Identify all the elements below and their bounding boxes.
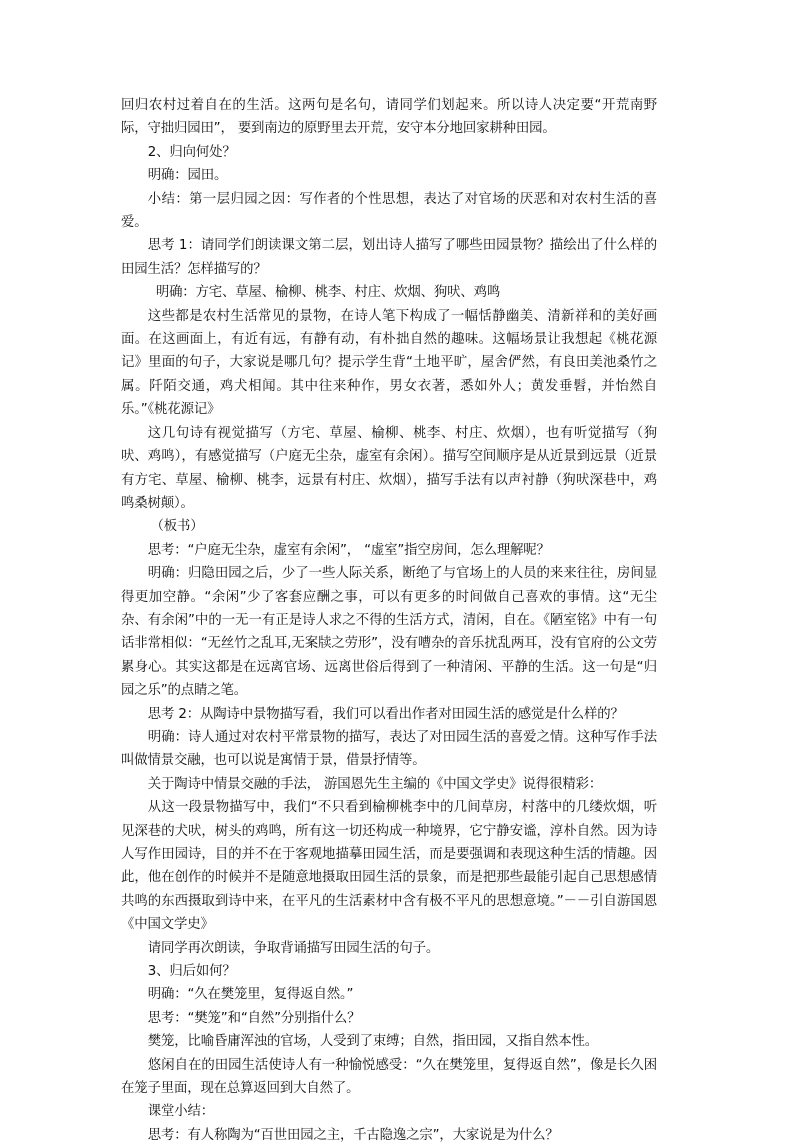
question-final: 思考：有人称陶为“百世田园之主，千古隐逸之宗”，大家说是为什么？ xyxy=(147,1127,559,1143)
question-xushi: 思考：“户庭无尘杂，虚室有余闲”， “虚室”指空房间，怎么理解呢？ xyxy=(147,542,550,558)
answer-xushi: 明确：归隐田园之后，少了一些人际关系，断绝了与官场上的人员的来来往往，房间显得更加空静。“余闲”少了客套应酬之事，可以有更多的时间做自己喜欢的事情。这“无尘杂、有余闲”中的一无一有正是诗人求之不得的生活方式，清闲，自在。《陋室铭》中有一句话非常相似：“无丝竹之乱耳,无案牍之劳形”，没有嘈杂的音乐扰乱两耳，没有官府的公文劳累身心。其实这都是在远离官场、远离世俗后得到了一种清闲、平静的生活。这一句是“归园之乐”的点睛之笔。 xyxy=(121,566,657,699)
paragraph-literary-history-intro: 关于陶诗中情景交融的手法， 游国恩先生主编的《中国文学史》说得很精彩： xyxy=(147,776,603,792)
answer-question-2: 明确：诗人通过对农村平常景物的描写，表达了对田园生活的喜爱之情。这种写作手法叫做情景交融，也可以说是寓情于景，借景抒情等。 xyxy=(121,729,657,769)
answer-2: 明确：园田。 xyxy=(147,168,228,184)
question-fanlong: 思考：“樊笼”和“自然”分别指什么？ xyxy=(147,1010,361,1026)
section-heading-3: 3、归后如何？ xyxy=(147,964,236,980)
paragraph-continuation: 回归农村过着自在的生活。这两句是名句，请同学们划起来。所以诗人决定要“开荒南野际，守拙归园田”， 要到南边的原野里去开荒，安守本分地回家耕种田园。 xyxy=(121,98,657,137)
paragraph-description-methods: 这几句诗有视觉描写（方宅、草屋、榆柳、桃李、村庄、炊烟），也有听觉描写（狗吠、鸡鸣），有感觉描写（户庭无尘杂，虚室有余闲）。描写空间顺序是从近景到远景（近景有方宅、草屋、榆柳、桃李，远景有村庄、炊烟），描写手法有以声衬静（狗吠深巷中，鸡鸣桑树颠）。 xyxy=(121,425,657,511)
paragraph-pastoral-life: 悠闲自在的田园生活使诗人有一种愉悦感受：“久在樊笼里，复得返自然”，像是长久困在笼子里面，现在总算返回到大自然了。 xyxy=(121,1057,657,1097)
document-page xyxy=(121,94,657,1147)
answer-scenery-list: 明确：方宅、草屋、榆柳、桃李、村庄、炊烟、狗吠、鸡鸣 xyxy=(155,285,501,301)
paragraph-recite: 请同学再次朗读，争取背诵描写田园生活的句子。 xyxy=(147,940,440,956)
question-1: 思考 1：请同学们朗读课文第二层，划出诗人描写了哪些田园景物？描绘出了什么样的田园生活？怎样描写的？ xyxy=(121,238,657,277)
answer-3: 明确：“久在樊笼里，复得返自然。” xyxy=(147,987,354,1003)
summary-layer-1: 小结：第一层归园之因：写作者的个性思想，表达了对官场的厌恶和对农村生活的喜爱。 xyxy=(121,191,657,231)
class-summary-heading: 课堂小结： xyxy=(147,1104,214,1120)
section-heading-2: 2、归向何处？ xyxy=(147,144,236,160)
question-2: 思考 2：从陶诗中景物描写看，我们可以看出作者对田园生活的感觉是什么样的？ xyxy=(147,706,624,722)
paragraph-scenery-analysis: 这些都是农村生活常见的景物，在诗人笔下构成了一幅恬静幽美、清新祥和的美好画面。在这画面上，有近有远，有静有动，有朴拙自然的趣味。这幅场景让我想起《桃花源记》里面的句子，大家说是哪几句？提示学生背“土地平旷，屋舍俨然，有良田美池桑竹之属。阡陌交通，鸡犬相闻。其中往来种作，男女衣著，悉如外人；黄发垂髫，并怡然自乐。”《桃花源记》 xyxy=(121,308,657,418)
blackboard-note: （板书） xyxy=(150,519,204,535)
paragraph-literary-history-quote: 从这一段景物描写中，我们“不只看到榆柳桃李中的几间草房，村落中的几缕炊烟，听见深巷的犬吠，树头的鸡鸣，所有这一切还构成一种境界，它宁静安谧，淳朴自然。因为诗人写作田园诗，目的并不在于客观地描摹田园生活，而是要强调和表现这种生活的情趣。因此，他在创作的时候并不是随意地摄取田园生活的景象，而是把那些最能引起自己思想感情共鸣的东西摄取到诗中来，在平凡的生活素材中含有极不平凡的思想意境。”－－引自游国恩《中国文学史》 xyxy=(121,800,657,933)
answer-fanlong: 樊笼，比喻昏庸浑浊的官场，人受到了束缚；自然，指田园，又指自然本性。 xyxy=(147,1034,598,1050)
